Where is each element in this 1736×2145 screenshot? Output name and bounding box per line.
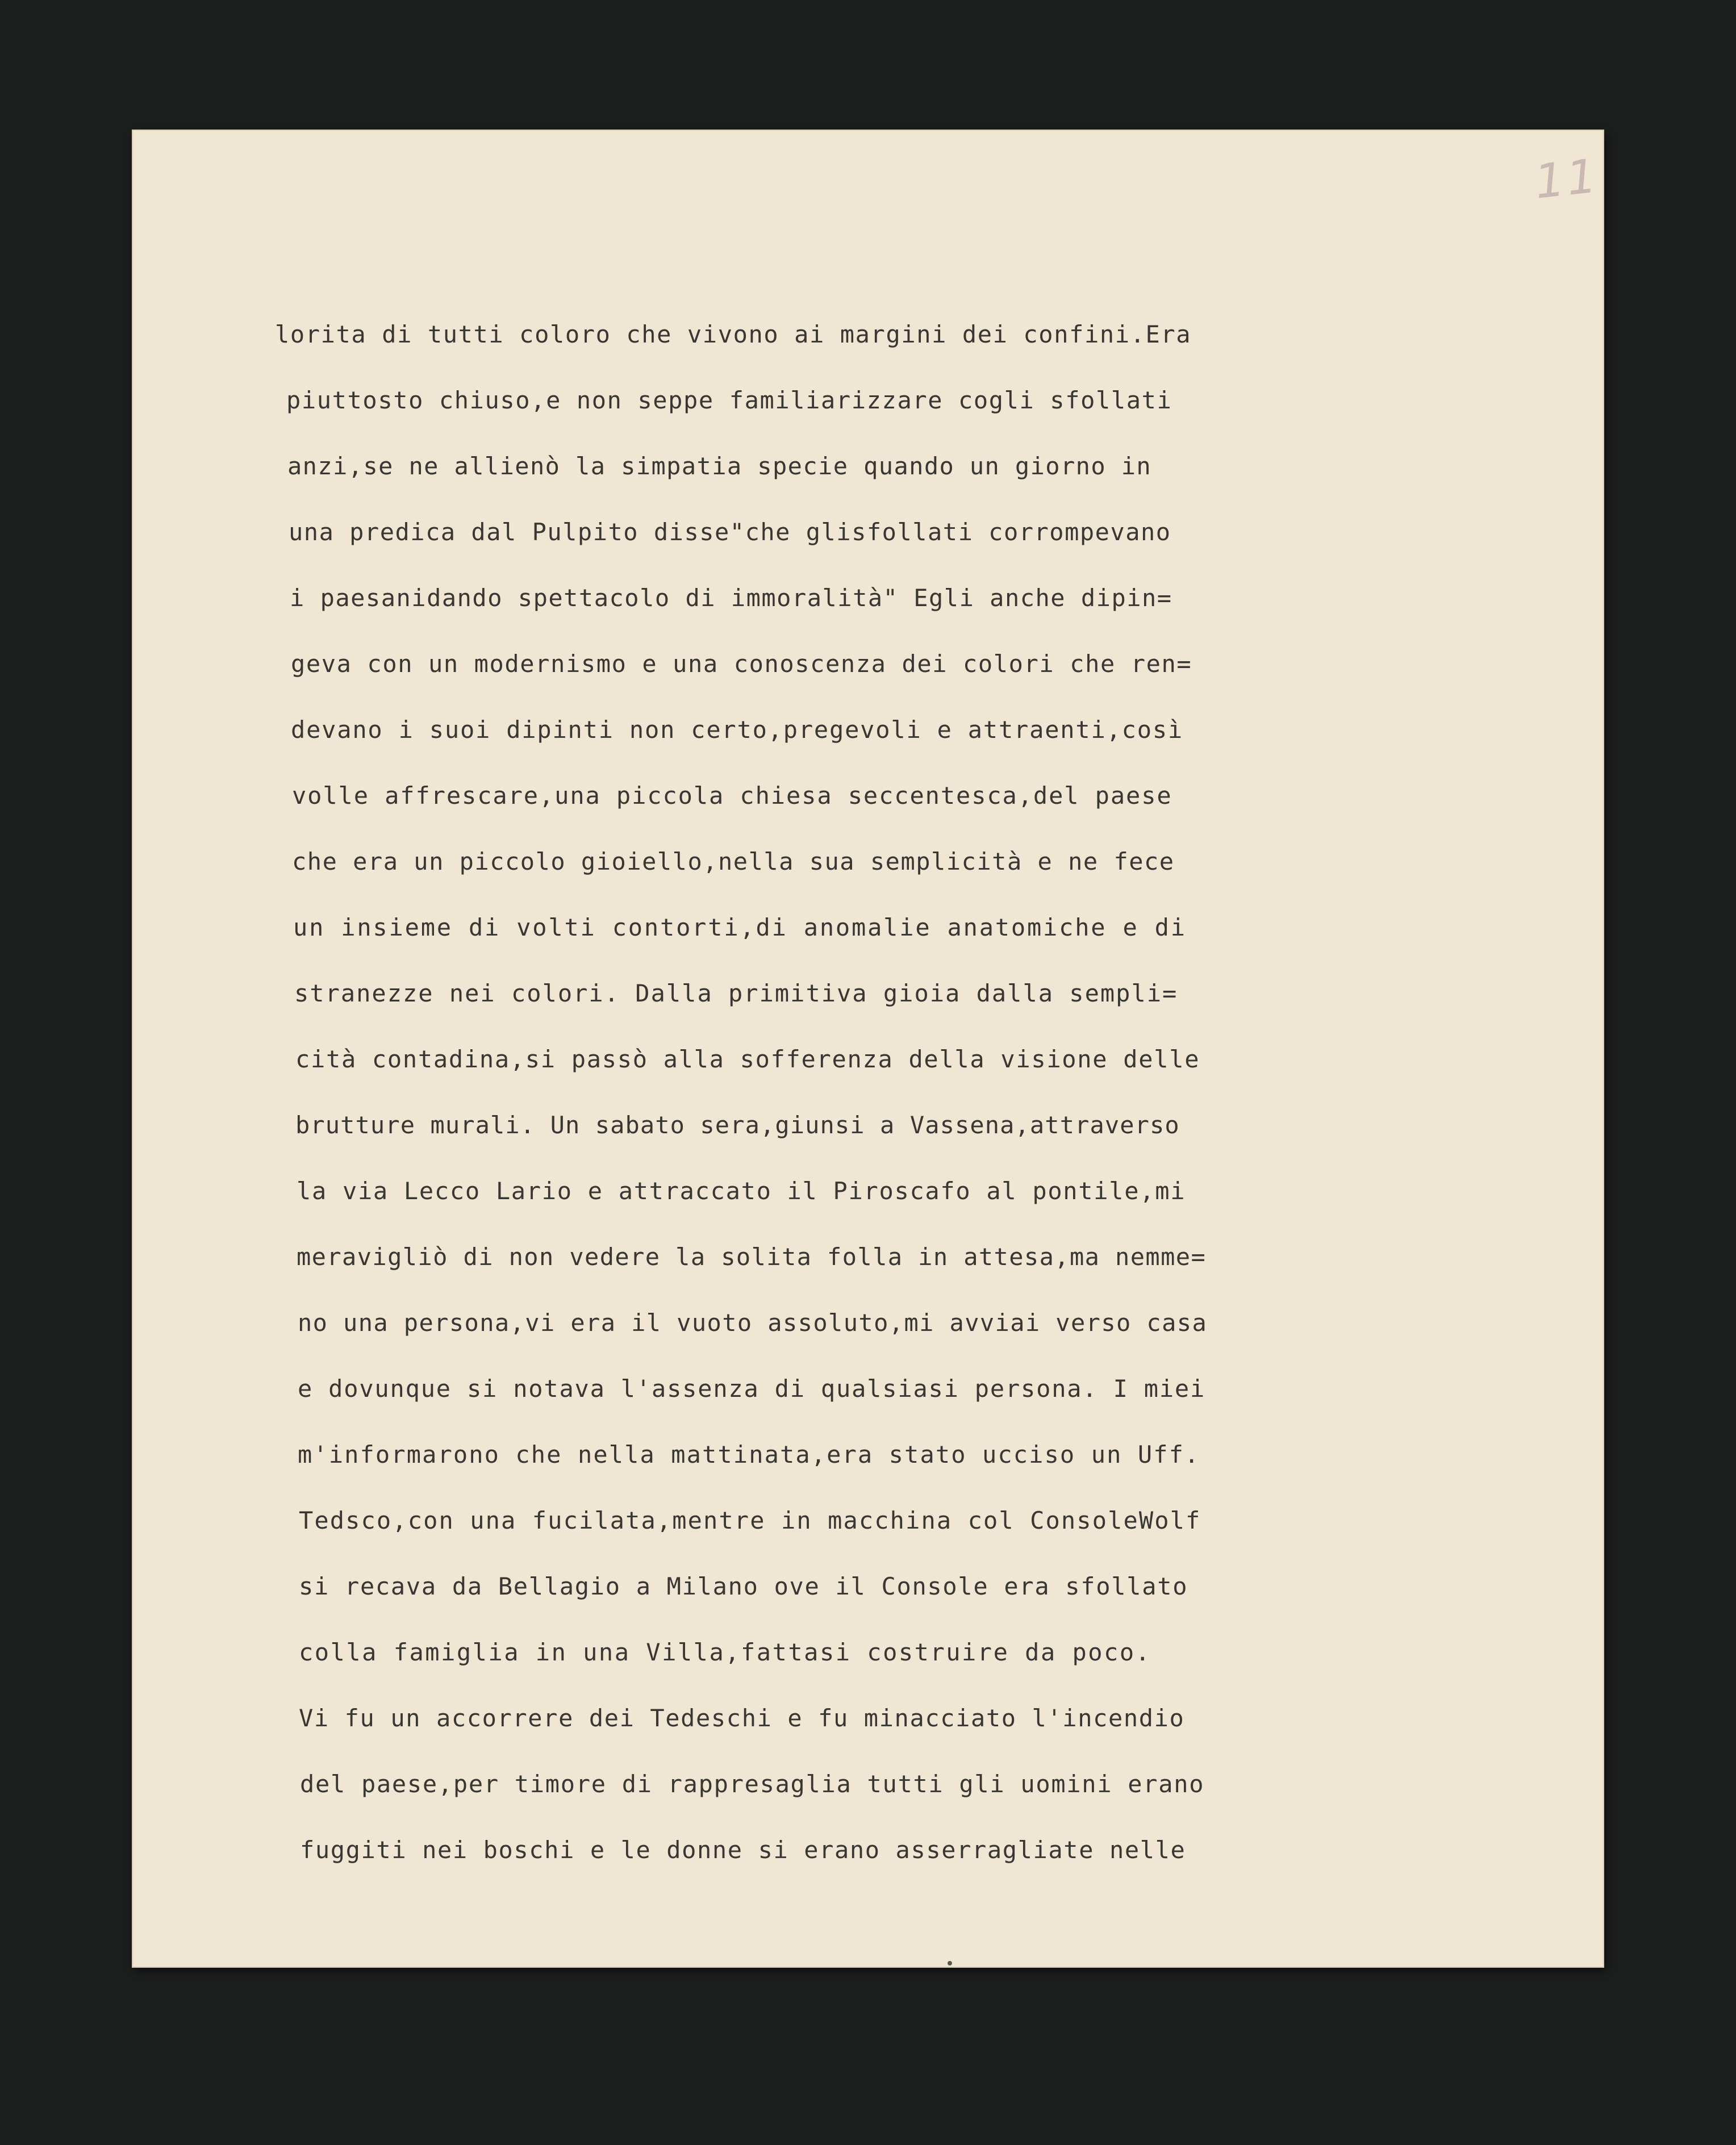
text-line: stranezze nei colori. Dalla primitiva gioia dalla sempli=: [294, 979, 1178, 1007]
text-line: geva con un modernismo e una conoscenza dei colori che ren=: [291, 650, 1192, 678]
page-number: 11: [1532, 149, 1602, 210]
text-line: devano i suoi dipinti non certo,pregevoli e attraenti,così: [291, 716, 1183, 744]
text-line: brutture murali. Un sabato sera,giunsi a Vassena,attraverso: [295, 1111, 1180, 1139]
text-line: no una persona,vi era il vuoto assoluto,mi avviai verso casa: [298, 1309, 1208, 1337]
text-line: colla famiglia in una Villa,fattasi costruire da poco.: [299, 1638, 1151, 1666]
paper-speck: [948, 1961, 952, 1965]
text-line: Tedsco,con una fucilata,mentre in macchina col ConsoleWolf: [299, 1506, 1201, 1534]
text-line: cità contadina,si passò alla sofferenza della visione delle: [295, 1045, 1200, 1073]
typewritten-page: [132, 130, 1604, 1968]
text-line: anzi,se ne allienò la simpatia specie quando un giorno in: [287, 452, 1152, 480]
text-line: meravigliò di non vedere la solita folla in attesa,ma nemme=: [297, 1243, 1207, 1271]
text-line: volle affrescare,una piccola chiesa seccentesca,del paese: [292, 782, 1172, 809]
text-line: e dovunque si notava l'assenza di qualsiasi persona. I miei: [298, 1375, 1206, 1403]
text-line: piuttosto chiuso,e non seppe familiarizzare cogli sfollati: [286, 386, 1172, 414]
text-line: un insieme di volti contorti,di anomalie anatomiche e di: [293, 913, 1187, 941]
text-line: i paesanidando spettacolo di immoralità" Egli anche dipin=: [290, 584, 1172, 612]
text-line: una predica dal Pulpito disse"che glisfollati corrompevano: [289, 518, 1171, 546]
text-line: Vi fu un accorrere dei Tedeschi e fu minacciato l'incendio: [299, 1704, 1185, 1732]
text-line: fuggiti nei boschi e le donne si erano asserragliate nelle: [300, 1836, 1186, 1864]
text-line: che era un piccolo gioiello,nella sua semplicità e ne fece: [292, 848, 1175, 875]
text-line: m'informarono che nella mattinata,era stato ucciso un Uff.: [298, 1441, 1200, 1468]
text-line: si recava da Bellagio a Milano ove il Console era sfollato: [299, 1572, 1188, 1600]
text-line: del paese,per timore di rappresaglia tutti gli uomini erano: [300, 1770, 1205, 1798]
text-line: la via Lecco Lario e attraccato il Piroscafo al pontile,mi: [297, 1177, 1186, 1205]
text-line: lorita di tutti coloro che vivono ai margini dei confini.Era: [275, 320, 1192, 348]
